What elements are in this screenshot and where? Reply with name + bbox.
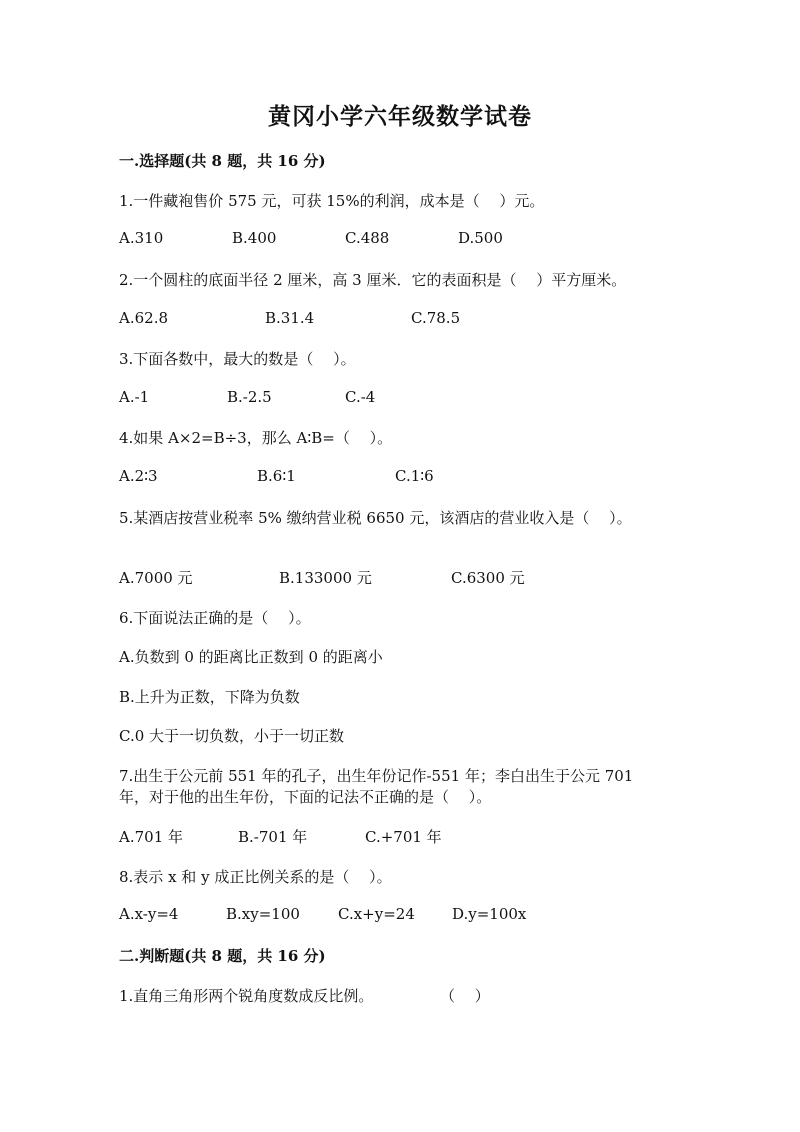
- q7-option-a[interactable]: A.701 年: [119, 828, 183, 846]
- q3-option-a[interactable]: A.-1: [119, 388, 150, 406]
- q3-option-c[interactable]: C.-4: [345, 388, 376, 406]
- q4-option-b[interactable]: B.6∶1: [257, 467, 296, 485]
- q7-option-c[interactable]: C.+701 年: [365, 828, 442, 846]
- q8-option-d[interactable]: D.y=100x: [452, 905, 527, 923]
- q2-option-b[interactable]: B.31.4: [265, 309, 315, 327]
- q6-option-b[interactable]: B.上升为正数，下降为负数: [119, 688, 300, 706]
- judgement-question-1: 1.直角三角形两个锐角度数成反比例。: [119, 987, 374, 1005]
- question-3: 3.下面各数中，最大的数是（ ）。: [119, 350, 356, 368]
- section-heading-judgement: 二.判断题(共 8 题，共 16 分): [119, 947, 326, 965]
- question-7-line-2: 年，对于他的出生年份，下面的记法不正确的是（ ）。: [119, 788, 492, 806]
- question-4: 4.如果 A×2=B÷3，那么 A∶B=（ ）。: [119, 429, 393, 447]
- q4-option-a[interactable]: A.2∶3: [119, 467, 158, 485]
- q5-option-a[interactable]: A.7000 元: [119, 569, 193, 587]
- q7-option-b[interactable]: B.-701 年: [238, 828, 308, 846]
- q1-option-c[interactable]: C.488: [345, 229, 390, 247]
- q8-option-a[interactable]: A.x-y=4: [119, 905, 179, 923]
- question-7-line-1: 7.出生于公元前 551 年的孔子，出生年份记作-551 年；李白出生于公元 701: [119, 767, 634, 785]
- question-8: 8.表示 x 和 y 成正比例关系的是（ ）。: [119, 868, 392, 886]
- q5-option-b[interactable]: B.133000 元: [279, 569, 372, 587]
- question-6: 6.下面说法正确的是（ ）。: [119, 609, 311, 627]
- page-title: 黄冈小学六年级数学试卷: [268, 103, 532, 130]
- q8-option-b[interactable]: B.xy=100: [226, 905, 300, 923]
- q2-option-a[interactable]: A.62.8: [119, 309, 168, 327]
- q2-option-c[interactable]: C.78.5: [411, 309, 461, 327]
- question-5: 5.某酒店按营业税率 5% 缴纳营业税 6650 元，该酒店的营业收入是（ ）。: [119, 509, 632, 527]
- q6-option-a[interactable]: A.负数到 0 的距离比正数到 0 的距离小: [119, 648, 383, 666]
- q3-option-b[interactable]: B.-2.5: [227, 388, 272, 406]
- question-1: 1.一件藏袍售价 575 元，可获 15%的利润，成本是（ ）元。: [119, 192, 545, 210]
- question-2: 2.一个圆柱的底面半径 2 厘米，高 3 厘米．它的表面积是（ ）平方厘米。: [119, 271, 627, 289]
- q8-option-c[interactable]: C.x+y=24: [338, 905, 415, 923]
- q5-option-c[interactable]: C.6300 元: [451, 569, 525, 587]
- judgement-question-1-blank[interactable]: （ ）: [440, 987, 490, 1005]
- section-heading-choice: 一.选择题(共 8 题，共 16 分): [119, 152, 326, 170]
- q6-option-c[interactable]: C.0 大于一切负数，小于一切正数: [119, 727, 345, 745]
- q1-option-a[interactable]: A.310: [119, 229, 164, 247]
- q4-option-c[interactable]: C.1∶6: [395, 467, 434, 485]
- q1-option-b[interactable]: B.400: [232, 229, 277, 247]
- q1-option-d[interactable]: D.500: [458, 229, 503, 247]
